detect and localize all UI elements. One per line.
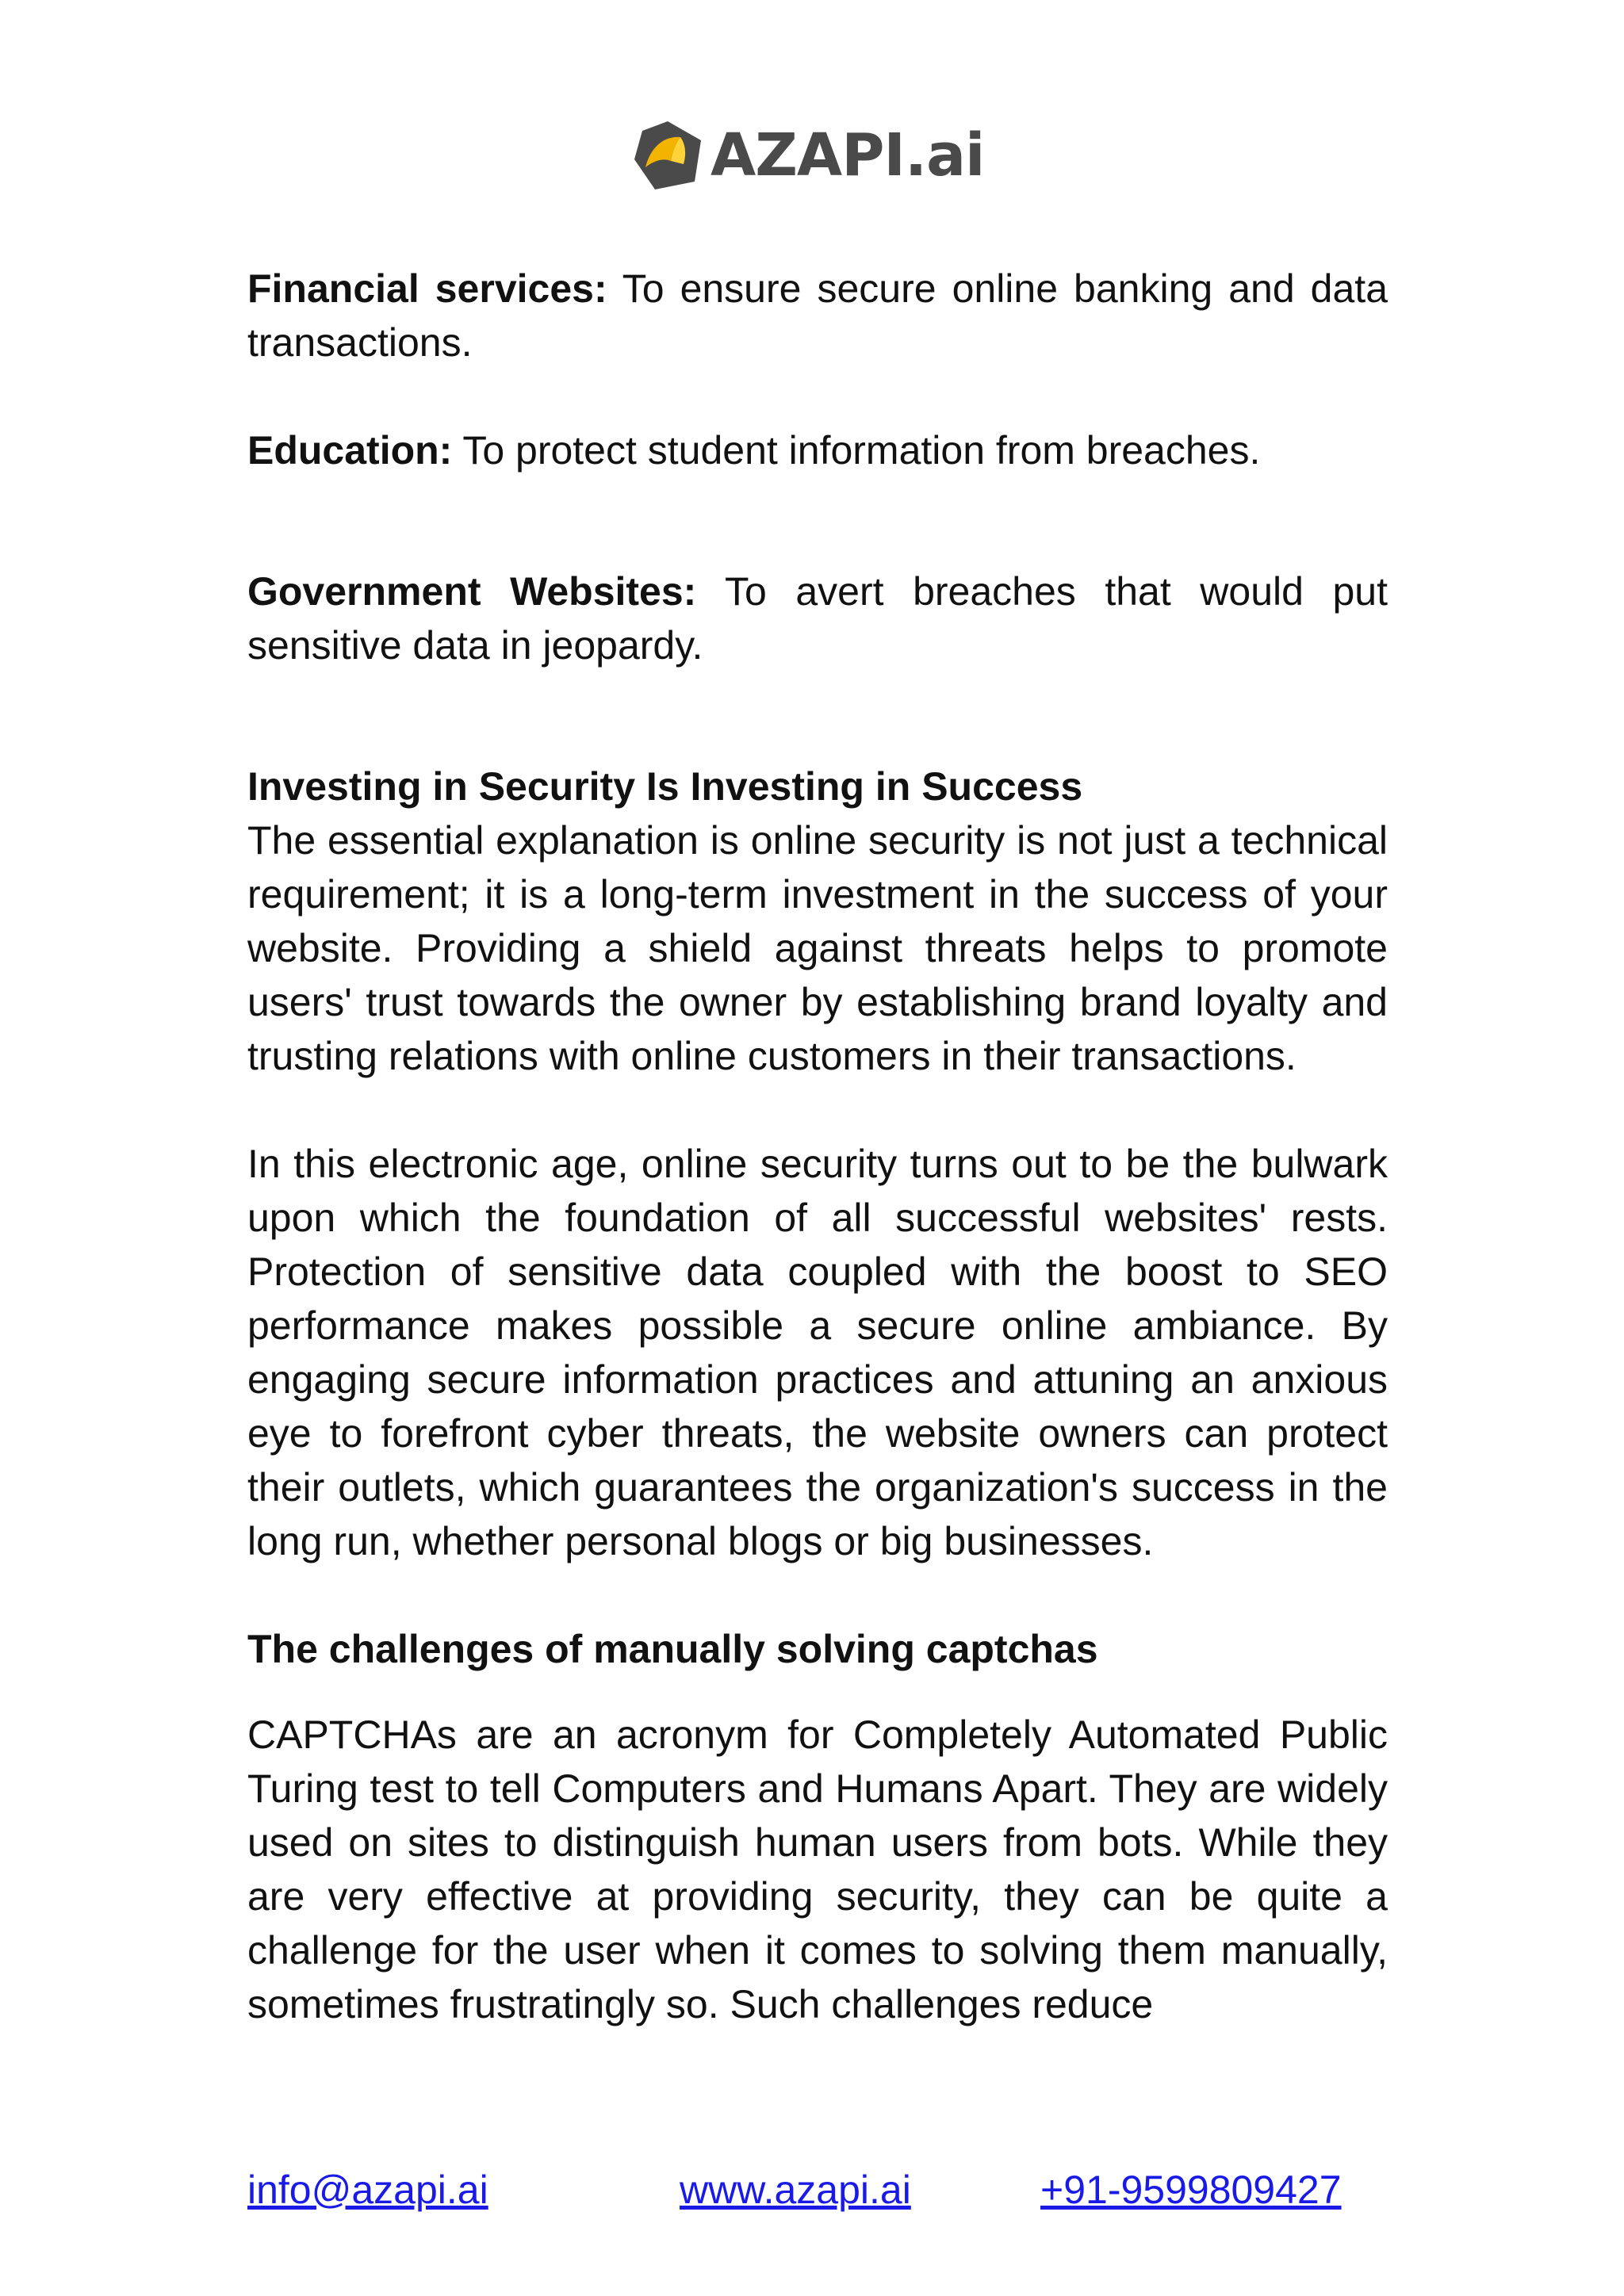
investing-paragraph-2: In this electronic age, online security turns out to be the bulwark upon which the foundation of all successful websites' rests. Protection of sensitive data coupled with the boost to SEO performance makes possible a secure online ambiance. By engaging secure information practices and attuning an anxious eye to forefront cyber threats, the website owners can protect their outlets, which guarantees the organization's success in the long run, whether personal blogs or big businesses.: [247, 1142, 1388, 1563]
investing-paragraph-1: The essential explanation is online security is not just a technical requirement; it is a long-term investment in the success of your website. Providing a shield against threats helps to promote users' trust towards the owner by establishing brand loyalty and trusting relations with online customers in their transactions.: [247, 818, 1388, 1078]
captchas-paragraph: CAPTCHAs are an acronym for Completely Automated Public Turing test to tell Computers and Humans Apart. They are widely used on sites to distinguish human users from bots. While they are very effective at providing security, they can be quite a challenge for the user when it comes to solving them manually, sometimes frustratingly so. Such challenges reduce: [247, 1712, 1388, 2026]
logo-text: AZAPI.ai: [710, 121, 985, 189]
education-text: To protect student information from breaches.: [452, 428, 1261, 473]
footer-website-link[interactable]: www.azapi.ai: [680, 2168, 911, 2212]
brand-logo: [631, 117, 984, 193]
government-websites-label: Government Websites:: [247, 569, 697, 614]
financial-services-text: To ensure secure online banking and data transactions.: [247, 266, 1388, 365]
financial-services-label: Financial services:: [247, 266, 607, 311]
investing-heading: Investing in Security Is Investing in Success: [247, 764, 1083, 809]
education-item: [247, 423, 1388, 477]
government-websites-text: To avert breaches that would put sensitive data in jeopardy.: [247, 569, 1388, 668]
footer-phone-link[interactable]: +91-9599809427: [1040, 2168, 1342, 2212]
financial-services-item: [247, 262, 1388, 369]
document-body: [247, 262, 1388, 2031]
education-label: Education:: [247, 428, 453, 473]
government-websites-item: [247, 564, 1388, 672]
captchas-heading: The challenges of manually solving captchas: [247, 1627, 1098, 1671]
azapi-logo-icon: [631, 120, 704, 191]
footer-email-link[interactable]: info@azapi.ai: [247, 2168, 488, 2212]
